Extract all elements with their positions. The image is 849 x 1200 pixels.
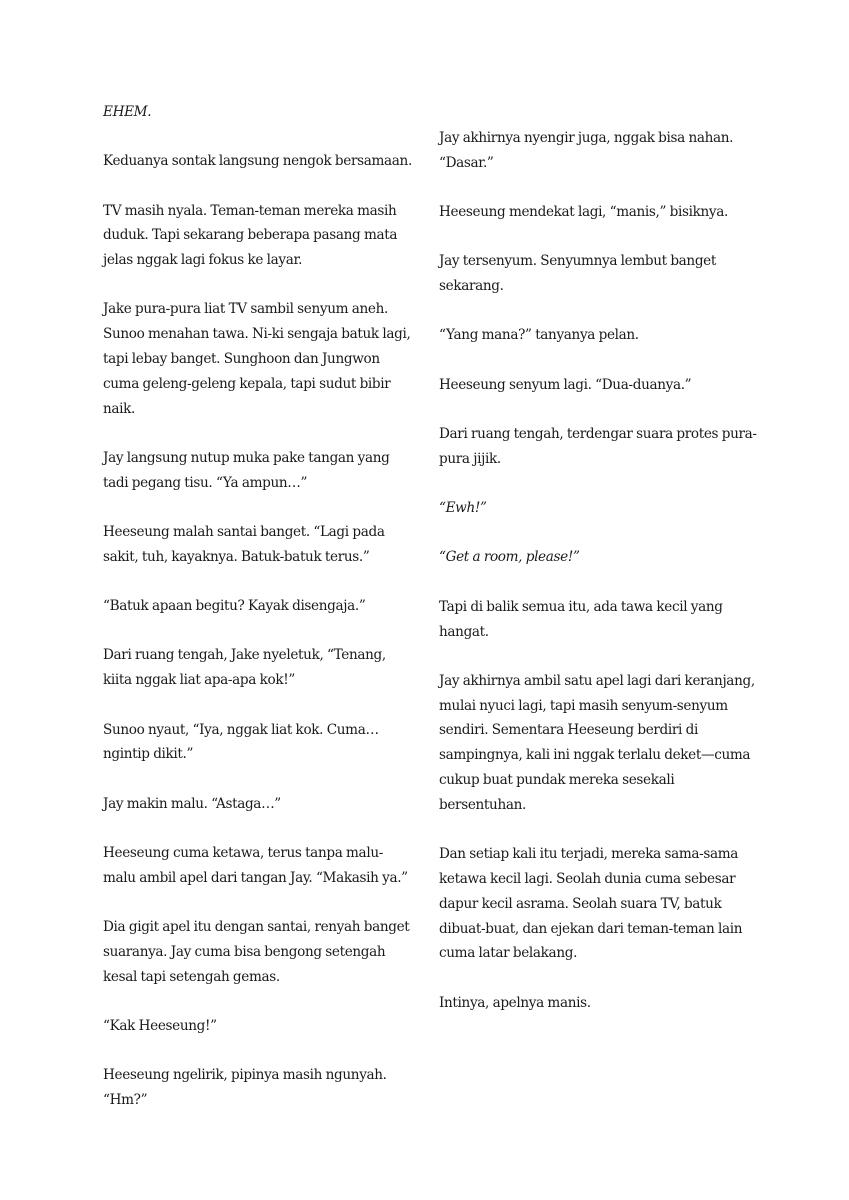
paragraph: Jay tersenyum. Senyumnya lembut banget sekarang. <box>439 253 716 295</box>
paragraph: Dari ruang tengah, Jake nyeletuk, “Tenang, kiita nggak liat apa-apa kok!” <box>103 647 386 689</box>
paragraph: Tapi di balik semua itu, ada tawa kecil yang hangat. <box>439 598 723 640</box>
paragraph: Jay makin malu. “Astaga…” <box>103 795 281 812</box>
paragraph: Dan setiap kali itu terjadi, mereka sama-sama ketawa kecil lagi. Seolah dunia cuma sebesar dapur kecil asrama. Seolah suara TV, batuk dibuat-buat, dan ejekan dari teman-teman lain cuma latar belakang. <box>439 846 743 962</box>
paragraph: Sunoo nyaut, “Iya, nggak liat kok. Cuma… ngintip dikit.” <box>103 721 379 763</box>
paragraph: TV masih nyala. Teman-teman mereka masih duduk. Tapi sekarang beberapa pasang mata jelas nggak lagi fokus ke layar. <box>103 202 398 269</box>
paragraph: “Ewh!” <box>439 500 487 517</box>
paragraph: Dari ruang tengah, terdengar suara protes pura-pura jijik. <box>439 426 757 467</box>
paragraph: Heeseung senyum lagi. “Dua-duanya.” <box>439 376 692 393</box>
left-text-column <box>103 100 415 1137</box>
paragraph: “Get a room, please!” <box>439 549 580 566</box>
paragraph: EHEM. <box>103 104 152 120</box>
paragraph: Intinya, apelnya manis. <box>439 994 591 1011</box>
right-text-column <box>439 126 759 1040</box>
paragraph: Dia gigit apel itu dengan santai, renyah banget suaranya. Jay cuma bisa bengong setengah kesal tapi setengah gemas. <box>103 919 410 985</box>
paragraph: Heeseung malah santai banget. “Lagi pada sakit, tuh, kayaknya. Batuk-batuk terus.” <box>103 524 385 565</box>
paragraph: Heeseung ngelirik, pipinya masih ngunyah. “Hm?” <box>103 1067 387 1109</box>
paragraph: Jake pura-pura liat TV sambil senyum aneh. Sunoo menahan tawa. Ni-ki sengaja batuk lagi, tapi lebay banget. Sunghoon dan Jungwon cuma geleng-geleng kepala, tapi sudut bibir naik. <box>103 301 411 417</box>
paragraph: Heeseung cuma ketawa, terus tanpa malu-malu ambil apel dari tangan Jay. “Makasih ya.” <box>103 844 408 886</box>
paragraph: Jay langsung nutup muka pake tangan yang tadi pegang tisu. “Ya ampun…” <box>103 449 390 491</box>
paragraph: Jay akhirnya nyengir juga, nggak bisa nahan. “Dasar.” <box>439 130 734 171</box>
paragraph: “Kak Heeseung!” <box>103 1017 217 1034</box>
paragraph: Jay akhirnya ambil satu apel lagi dari keranjang, mulai nyuci lagi, tapi masih senyum-senyum sendiri. Sementara Heeseung berdiri di sampingnya, kali ini nggak terlalu deket—cuma cukup buat pundak mereka sesekali bersentuhan. <box>439 672 755 813</box>
paragraph: “Batuk apaan begitu? Kayak disengaja.” <box>103 598 366 615</box>
paragraph: Keduanya sontak langsung nengok bersamaan. <box>103 153 412 170</box>
paragraph: Heeseung mendekat lagi, “manis,” bisiknya. <box>439 204 728 221</box>
paragraph: “Yang mana?” tanyanya pelan. <box>439 327 639 344</box>
